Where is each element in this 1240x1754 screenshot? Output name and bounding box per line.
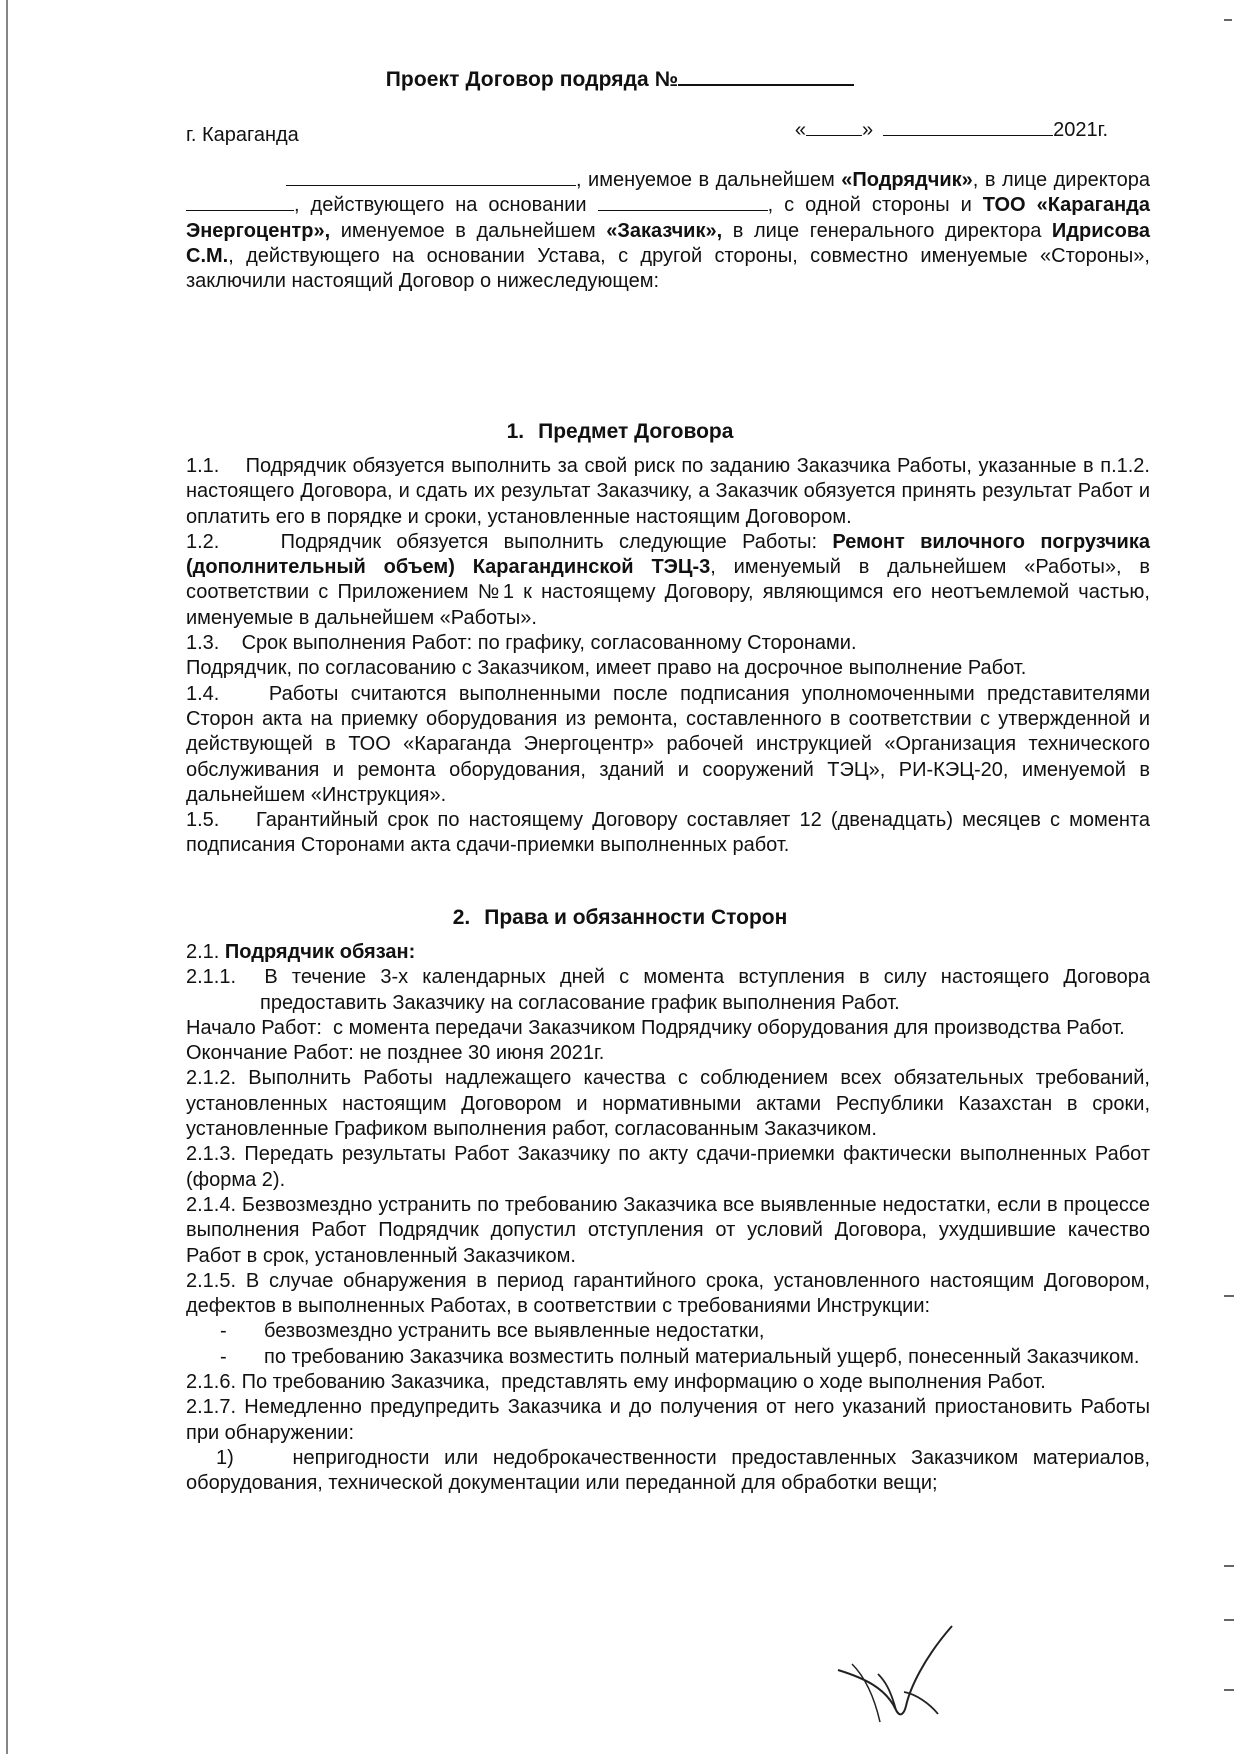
day-blank bbox=[806, 119, 862, 136]
intro-text: , действующего на основании Устава, с другой стороны, совместно именуемые «Стороны», заключили настоящий Договор о нижеследующем: bbox=[186, 244, 1150, 293]
date-quote-close: » bbox=[861, 119, 874, 141]
dash-bullet: - bbox=[220, 1320, 227, 1343]
intro-text: в лице генерального директора bbox=[722, 219, 1052, 242]
clause-1-3-note: Подрядчик, по согласованию с Заказчиком, имеет право на досрочное выполнение Работ. bbox=[186, 657, 1027, 680]
list-item bbox=[186, 1345, 1150, 1370]
clause-1-3: 1.3. Срок выполнения Работ: по графику, согласованному Сторонами. bbox=[186, 632, 857, 655]
work-end: Окончание Работ: не позднее 30 июня 2021г. bbox=[186, 1042, 605, 1065]
work-description: Ремонт вилочного погрузчика (дополнительный объем) Карагандинской ТЭЦ-3 bbox=[186, 530, 1150, 579]
contractor-name-blank bbox=[286, 169, 576, 186]
clause-text: , именуемый в дальнейшем «Работы», в соответствии с Приложением №1 к настоящему Договору, являющимся его неотъемлемой частью, именуемые в дальнейшем «Работы». bbox=[186, 556, 1150, 629]
contractor-term: «Подрядчик» bbox=[841, 169, 973, 191]
contract-number-blank bbox=[678, 66, 854, 86]
signature-mark bbox=[834, 1618, 964, 1728]
section-2-body bbox=[186, 940, 1150, 1497]
dash-bullet: - bbox=[220, 1345, 227, 1368]
clause-1-1: 1.1. Подрядчик обязуется выполнить за свой риск по заданию Заказчика Работы, указанные в п.1.2. настоящего Договора, и сдать их результат Заказчику, а Заказчик обязуется принять результат Работ и оплатить его в порядке и сроки, установленные настоящим Договором. bbox=[186, 455, 1150, 528]
clause-1-2 bbox=[186, 530, 1150, 631]
list-item bbox=[186, 1319, 1150, 1344]
clause-number: 2.1. bbox=[186, 941, 225, 963]
customer-term: «Заказчик», bbox=[606, 219, 723, 242]
director-name-blank bbox=[186, 194, 294, 211]
clause-2-1-2: 2.1.2. Выполнить Работы надлежащего качества с соблюдением всех обязательных требований, установленных настоящим Договором и нормативными актами Республики Казахстан в сроки, установленные Графиком выполнения работ, согласованным Заказчиком. bbox=[186, 1067, 1150, 1141]
list-item-text: безвозмездно устранить все выявленные недостатки, bbox=[264, 1320, 765, 1343]
basis-blank bbox=[598, 194, 768, 211]
date-line bbox=[795, 119, 1108, 142]
clause-2-1-4: 2.1.4. Безвозмездно устранить по требованию Заказчика все выявленные недостатки, если в процессе выполнения Работ Подрядчик допустил отступления от условий Договора, ухудшившие качество Работ в срок, установленный Заказчиком. bbox=[186, 1193, 1150, 1267]
intro-text: , с одной стороны и bbox=[767, 194, 983, 217]
work-start: Начало Работ: с момента передачи Заказчиком Подрядчику оборудования для производства Работ. bbox=[186, 1016, 1125, 1039]
intro-paragraph bbox=[186, 168, 1150, 294]
date-quote-open: « bbox=[794, 119, 806, 141]
scan-edge-line bbox=[6, 0, 8, 1754]
intro-text: , действующего на основании bbox=[294, 194, 598, 217]
clause-1-4: 1.4. Работы считаются выполненными после подписания уполномоченными представителями Сторон акта на приемку оборудования из ремонта, составленного в соответствии с утвержденной и действующей в ТОО «Караганда Энергоцентр» рабочей инструкцией «Организация технического обслуживания и ремонта оборудования, зданий и сооружений ТЭЦ», РИ-КЭЦ-20, именуемой в дальнейшем «Инструкция». bbox=[186, 682, 1150, 806]
clause-2-1-6: 2.1.6. По требованию Заказчика, представлять ему информацию о ходе выполнения Работ. bbox=[186, 1371, 1046, 1394]
section-1-body bbox=[186, 418, 1150, 859]
clause-2-1-7: 2.1.7. Немедленно предупредить Заказчика и до получения от него указаний приостановить Работы при обнаружении: bbox=[186, 1396, 1150, 1444]
director-name: Идрисова С.М. bbox=[186, 219, 1150, 267]
list-item-text: по требованию Заказчика возместить полный материальный ущерб, понесенный Заказчиком. bbox=[264, 1345, 1140, 1368]
section-number: 2. bbox=[452, 906, 471, 929]
year: 2021г. bbox=[1053, 119, 1108, 141]
intro-text: , в лице директора bbox=[972, 169, 1150, 191]
section-number: 1. bbox=[506, 420, 525, 443]
clause-1-5: 1.5. Гарантийный срок по настоящему Договору составляет 12 (двенадцать) месяцев с момента подписания Сторонами акта сдачи-приемки выполненных работ. bbox=[186, 809, 1150, 857]
scan-margin-marks bbox=[1210, 0, 1240, 1754]
clause-title: Подрядчик обязан: bbox=[224, 941, 416, 963]
clause-text: 1.2. Подрядчик обязуется выполнить следующие Работы: bbox=[186, 530, 833, 553]
intro-text: , именуемое в дальнейшем bbox=[576, 169, 842, 191]
intro-text: именуемое в дальнейшем bbox=[330, 219, 607, 242]
clause-2-1-7-1: 1) непригодности или недоброкачественности предоставленных Заказчиком материалов, оборудования, технической документации или переданной для обработки вещи; bbox=[186, 1446, 1150, 1495]
clause-2-1-3: 2.1.3. Передать результаты Работ Заказчику по акту сдачи-приемки фактически выполненных Работ (форма 2). bbox=[186, 1143, 1150, 1191]
document-title bbox=[0, 66, 1240, 92]
clause-2-1 bbox=[186, 940, 1150, 965]
title-text: Проект Договор подряда № bbox=[385, 68, 679, 91]
month-blank bbox=[883, 119, 1053, 136]
customer-org: ТОО «Караганда Энергоцентр», bbox=[186, 194, 1150, 242]
city: г. Караганда bbox=[186, 124, 299, 146]
section-title: Предмет Договора bbox=[538, 420, 734, 443]
clause-2-1-1: 2.1.1. В течение 3-х календарных дней с момента вступления в силу настоящего Договора предоставить Заказчику на согласование график выполнения Работ. bbox=[186, 966, 1150, 1014]
section-2-heading bbox=[0, 906, 1240, 930]
section-title: Права и обязанности Сторон bbox=[484, 906, 788, 929]
clause-2-1-5: 2.1.5. В случае обнаружения в период гарантийного срока, установленного настоящим Договором, дефектов в выполненных Работах, в соответствии с требованиями Инструкции: bbox=[186, 1269, 1150, 1318]
